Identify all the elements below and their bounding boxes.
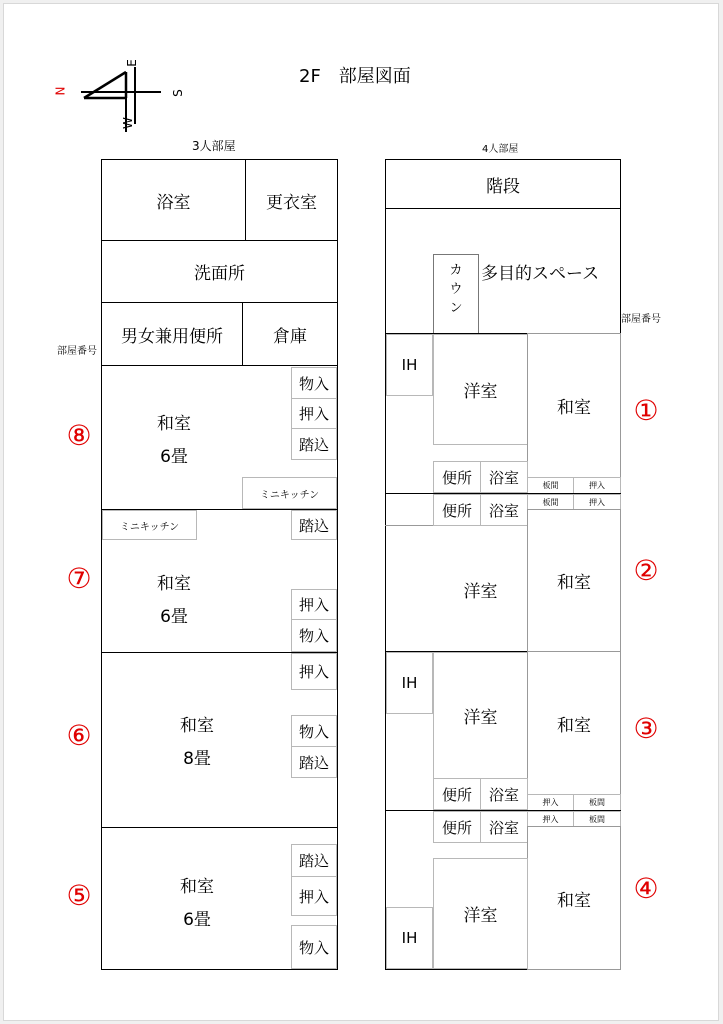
room-3-japanese-room: 和室 [527, 651, 621, 795]
compass-west-label: W [120, 117, 135, 129]
left-dressing-room: 更衣室 [245, 159, 338, 241]
room-7-size: 6畳 [160, 607, 188, 627]
room-3-bath: 浴室 [480, 778, 528, 810]
room-6-name: 和室 [180, 716, 214, 736]
compass-south-label: S [170, 89, 185, 97]
right-block-caption: 4人部屋 [482, 144, 519, 155]
room-2-oshiire: 押入 [573, 494, 621, 510]
room-6-closet-mono: 物入 [291, 715, 337, 747]
right-stairs: 階段 [385, 159, 621, 209]
room-3-ih: IH [386, 652, 433, 714]
room-8-closet-mono: 物入 [291, 367, 337, 399]
room-8-mini-kitchen: ミニキッチン [242, 477, 337, 509]
room-4-itama: 板間 [573, 811, 621, 827]
room-number-2: ② [633, 554, 659, 587]
left-bath: 浴室 [101, 159, 246, 241]
compass-east-label: E [124, 59, 139, 67]
room-5-closet-oshiire: 押入 [291, 876, 337, 916]
left-unisex-toilet: 男女兼用便所 [101, 302, 243, 366]
room-5-size: 6畳 [183, 910, 211, 930]
room-8-closet-oshiire: 押入 [291, 398, 337, 429]
room-6-closet-oshiire: 押入 [291, 653, 337, 690]
room-4-bath: 浴室 [480, 811, 528, 843]
right-counter [433, 254, 479, 334]
room-5-entry-fumikomi: 踏込 [291, 844, 337, 877]
room-number-8: ⑧ [66, 419, 92, 452]
room-4-western-room: 洋室 [433, 858, 528, 969]
room-5-name: 和室 [180, 877, 214, 897]
page-title: 2F 部屋図面 [299, 66, 411, 87]
right-multipurpose-label: 多目的スペース [481, 264, 600, 284]
room-number-6: ⑥ [66, 719, 92, 752]
room-2-japanese-room: 和室 [527, 509, 621, 652]
room-2-wall-line [385, 525, 433, 526]
room-1-itama: 板間 [527, 477, 574, 494]
room-8-name: 和室 [157, 414, 191, 434]
left-room-number-label: 部屋番号 [57, 346, 97, 357]
room-3-oshiire: 押入 [527, 794, 574, 811]
room-3-toilet: 便所 [433, 778, 481, 810]
room-4-japanese-room: 和室 [527, 826, 621, 970]
room-1-western-room: 洋室 [433, 334, 528, 445]
room-7-entry-fumikomi: 踏込 [291, 510, 337, 540]
room-2-itama: 板間 [527, 494, 574, 510]
room-6-entry-fumikomi: 踏込 [291, 746, 337, 778]
room-number-7: ⑦ [66, 562, 92, 595]
room-number-1: ① [633, 394, 659, 427]
counter-char-3: ン [449, 301, 463, 316]
room-number-3: ③ [633, 712, 659, 745]
room-number-4: ④ [633, 872, 659, 905]
room-4-oshiire: 押入 [527, 811, 574, 827]
counter-char-1: カ [449, 263, 463, 278]
room-1-ih: IH [386, 334, 433, 396]
room-4-ih: IH [386, 907, 433, 969]
left-storage: 倉庫 [242, 302, 338, 366]
room-7-name: 和室 [157, 574, 191, 594]
room-2-western-room: 洋室 [463, 582, 498, 602]
counter-char-2: ウ [449, 282, 463, 297]
room-1-oshiire: 押入 [573, 477, 621, 494]
room-7-closet-oshiire: 押入 [291, 589, 337, 620]
right-room-number-label: 部屋番号 [621, 314, 661, 325]
floor-plan-page [3, 3, 719, 1021]
room-8-entry-fumikomi: 踏込 [291, 428, 337, 460]
room-1-toilet: 便所 [433, 461, 481, 493]
room-7-closet-mono: 物入 [291, 619, 337, 652]
room-2-bath: 浴室 [480, 494, 528, 526]
room-7-mini-kitchen: ミニキッチン [102, 510, 197, 540]
room-number-5: ⑤ [66, 879, 92, 912]
room-4-toilet: 便所 [433, 811, 481, 843]
left-block-caption: 3人部屋 [192, 139, 236, 153]
left-washroom: 洗面所 [101, 240, 338, 303]
room-5-closet-mono: 物入 [291, 925, 337, 969]
room-8-size: 6畳 [160, 447, 188, 467]
room-6-size: 8畳 [183, 749, 211, 769]
room-3-western-room: 洋室 [433, 652, 528, 779]
room-1-bath: 浴室 [480, 461, 528, 493]
room-1-japanese-room: 和室 [527, 333, 621, 478]
room-2-toilet: 便所 [433, 494, 481, 526]
room-3-itama: 板間 [573, 794, 621, 811]
compass-north-label: N [53, 86, 68, 96]
